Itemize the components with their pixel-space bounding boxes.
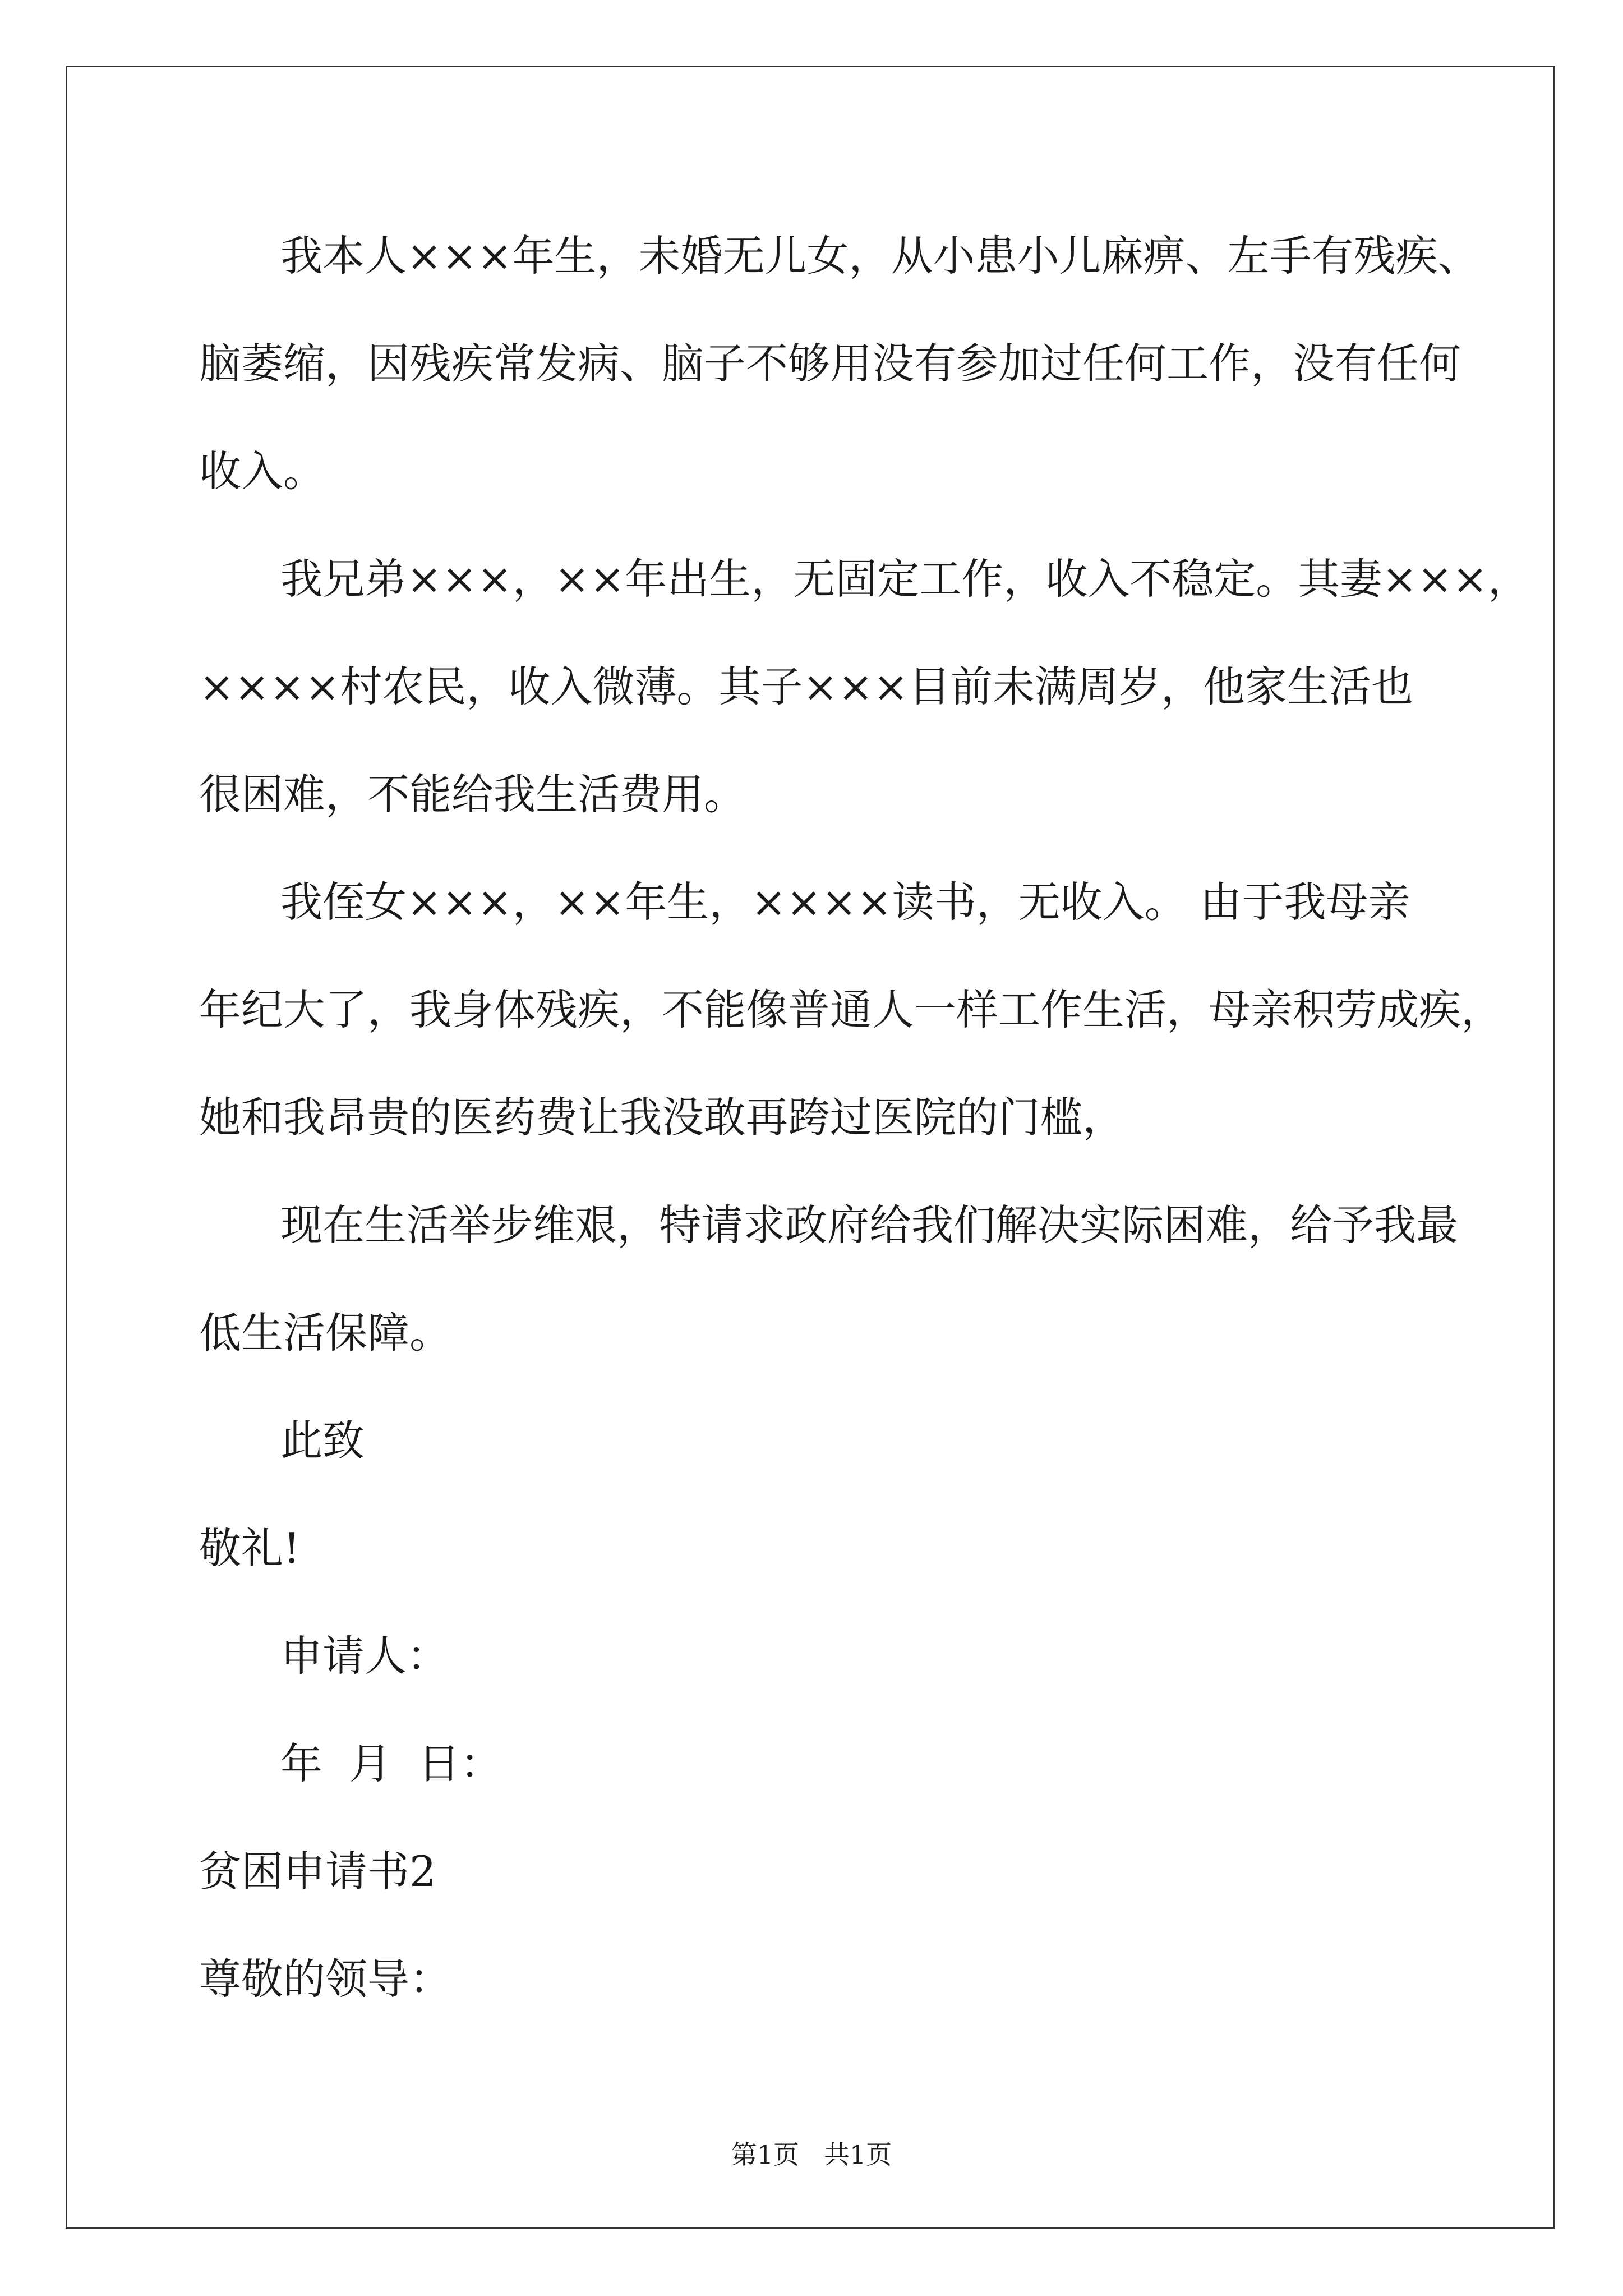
paragraph-line: 我本人×××年生，未婚无儿女，从小患小儿麻痹、左手有残疾、 — [280, 231, 1480, 280]
closing-regards: 敬礼! — [199, 1524, 301, 1573]
date-label: 年 月 日： — [280, 1739, 502, 1788]
closing-salutation: 此致 — [280, 1416, 365, 1465]
paragraph-line: 现在生活举步维艰，特请求政府给我们解决实际困难，给予我最 — [280, 1200, 1459, 1250]
paragraph-line: ××××村农民，收入微薄。其子×××目前未满周岁，他家生活也 — [199, 662, 1413, 711]
page-footer — [0, 2134, 1623, 2171]
paragraph-line: 年纪大了，我身体残疾，不能像普通人一样工作生活，母亲积劳成疾， — [199, 985, 1504, 1034]
paragraph-line: 低生活保障。 — [199, 1308, 452, 1358]
paragraph-line: 我兄弟×××，××年出生，无固定工作，收入不稳定。其妻×××， — [280, 554, 1530, 604]
section-title: 贫困申请书2 — [199, 1847, 436, 1896]
applicant-label: 申请人： — [280, 1631, 449, 1681]
paragraph-line: 她和我昂贵的医药费让我没敢再跨过医院的门槛， — [199, 1093, 1125, 1142]
document-body — [199, 202, 1530, 2033]
greeting: 尊敬的领导： — [199, 1954, 452, 2004]
paragraph-line: 脑萎缩，因残疾常发病、脑子不够用没有参加过任何工作，没有任何 — [199, 339, 1461, 388]
page-total: 共1页 — [824, 2139, 892, 2170]
paragraph-line: 收入。 — [199, 447, 326, 496]
page-number: 第1页 — [731, 2139, 799, 2170]
paragraph-line: 很困难，不能给我生活费用。 — [199, 770, 746, 819]
paragraph-line: 我侄女×××，××年生，××××读书，无收入。 由于我母亲 — [280, 877, 1410, 927]
